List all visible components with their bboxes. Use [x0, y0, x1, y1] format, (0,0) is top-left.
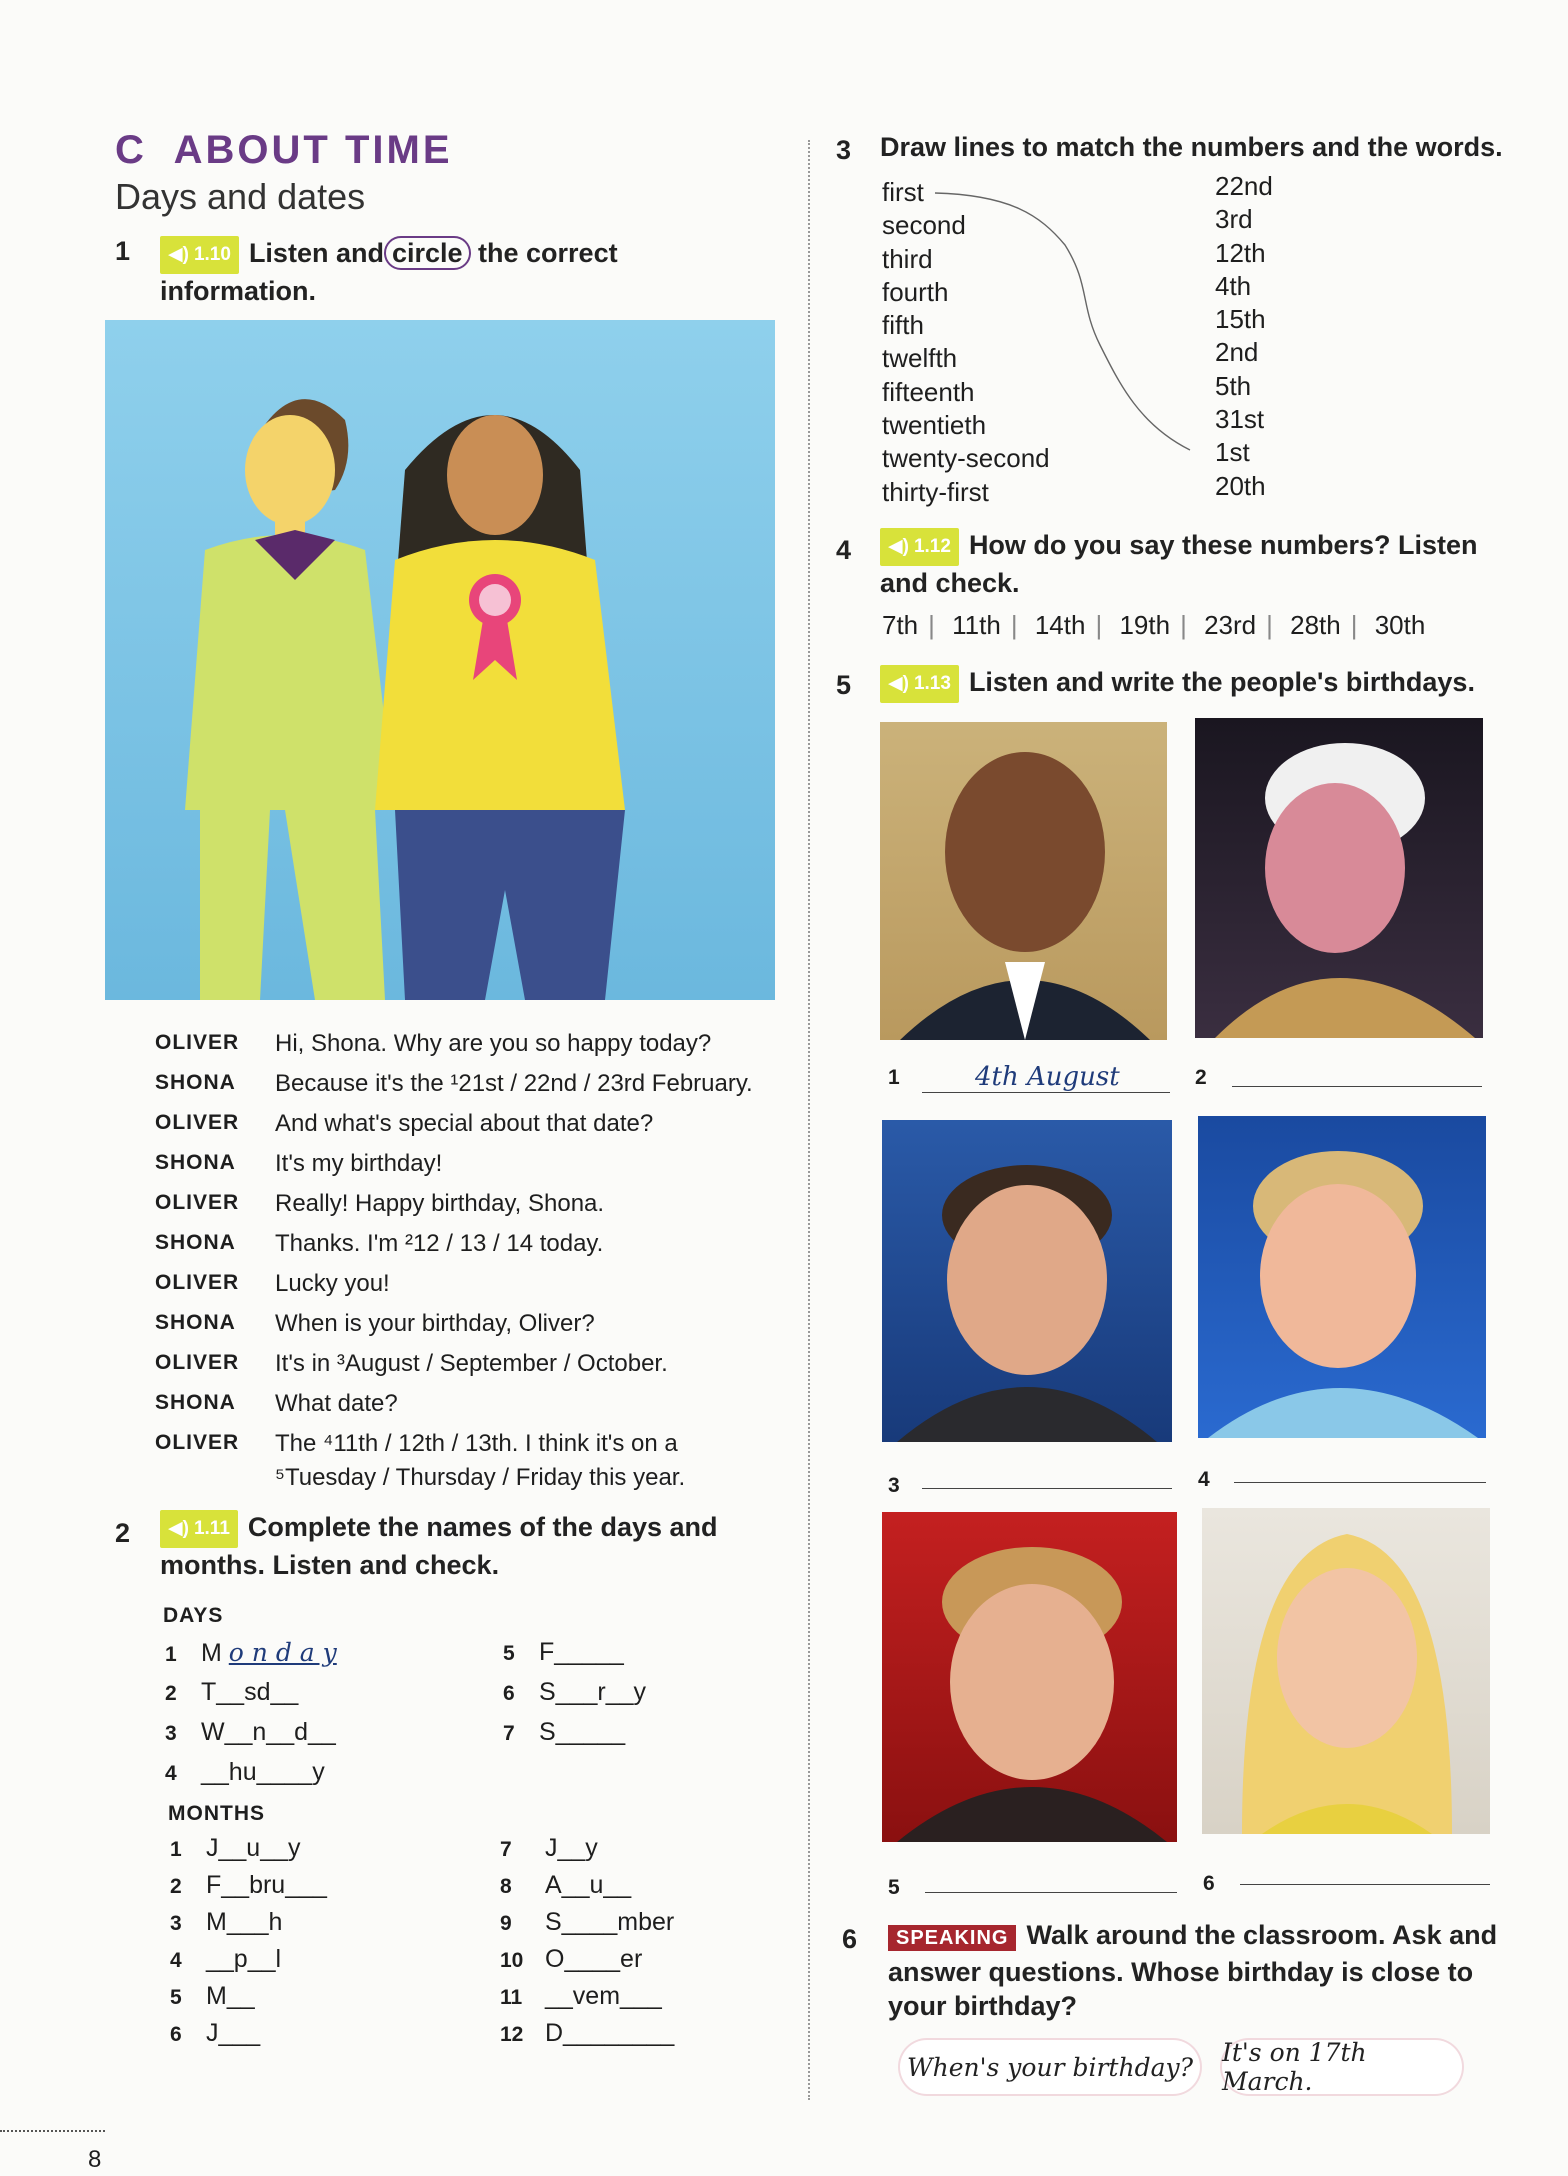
ordinal: 14th	[1034, 610, 1086, 640]
dialogue-line: SHONA Thanks. I'm ²12 / 13 / 14 today.	[155, 1230, 604, 1257]
days-list-left	[165, 1638, 495, 1798]
month-item[interactable]: 6 J___	[170, 2019, 261, 2047]
handwritten-answer-1: 4th August	[975, 1062, 1120, 1092]
ex4-number: 4	[836, 535, 852, 565]
dialogue-line: SHONA When is your birthday, Oliver?	[155, 1310, 595, 1337]
day-item[interactable]: 7 S_____	[503, 1718, 626, 1746]
answer-number: 1	[888, 1066, 900, 1089]
ex3-instruction: Draw lines to match the numbers and the words.	[880, 132, 1503, 162]
speaker-icon: ◀)	[168, 244, 189, 265]
speech-bubble-question: When's your birthday?	[900, 2040, 1200, 2094]
audio-button-ex4[interactable]: ◀) 1.12	[880, 528, 959, 566]
month-item[interactable]: 5 M__	[170, 1982, 255, 2010]
person-photo-6	[1202, 1508, 1490, 1834]
month-item[interactable]: 8 A__u__	[500, 1871, 632, 1899]
match-word[interactable]: third	[882, 243, 933, 274]
ordinal: 30th	[1374, 610, 1426, 640]
section-letter: C	[115, 128, 147, 172]
answer-line-1[interactable]	[922, 1092, 1170, 1093]
match-number[interactable]: 20th	[1215, 470, 1266, 501]
match-number[interactable]: 15th	[1215, 304, 1266, 335]
illustration-oliver-shona	[105, 320, 775, 1000]
ex1-instruction: ◀) 1.10 Listen and circle the correct information.	[160, 236, 760, 308]
answer-line-3[interactable]	[922, 1488, 1172, 1489]
months-label: MONTHS	[168, 1802, 265, 1825]
answer-line-4[interactable]	[1234, 1482, 1486, 1483]
person-photo-1	[880, 722, 1167, 1040]
speech-bubble-answer: It's on 17th March.	[1222, 2040, 1462, 2094]
month-item[interactable]: 11 __vem___	[500, 1982, 662, 2010]
answer-number: 3	[888, 1474, 900, 1497]
dialogue-line: OLIVER The ⁴11th / 12th / 13th. I think it's on a	[155, 1430, 678, 1457]
month-item[interactable]: 1 J__u__y	[170, 1834, 301, 1862]
ordinals-row: 7th | 11th | 14th | 19th | 23rd | 28th | 30th	[882, 610, 1426, 640]
person-photo-2	[1195, 718, 1483, 1038]
months-list-left	[170, 1834, 490, 2056]
dialogue-line: OLIVER Hi, Shona. Why are you so happy today?	[155, 1030, 712, 1057]
ordinal: 19th	[1119, 610, 1171, 640]
ordinal: 11th	[952, 610, 1001, 640]
match-number[interactable]: 12th	[1215, 237, 1266, 268]
section-title: ABOUT TIME	[173, 128, 453, 172]
speaker-icon: ◀)	[888, 673, 909, 694]
ex3-number: 3	[836, 135, 852, 165]
match-number[interactable]: 5th	[1215, 370, 1252, 401]
audio-button-ex5[interactable]: ◀) 1.13	[880, 665, 959, 703]
ex5-instruction: ◀) 1.13 Listen and write the people's birthdays.	[880, 665, 1560, 703]
match-number[interactable]: 31st	[1215, 404, 1265, 435]
person-photo-4	[1198, 1116, 1486, 1438]
answer-number: 5	[888, 1876, 900, 1899]
ex1-dialogue	[155, 1028, 795, 1502]
dialogue-line: OLIVER Lucky you!	[155, 1270, 390, 1297]
ex5-number: 5	[836, 670, 852, 700]
match-word[interactable]: fifth	[882, 310, 924, 341]
match-number[interactable]: 4th	[1215, 270, 1252, 301]
match-word[interactable]: second	[882, 210, 966, 241]
ex2-number: 2	[115, 1518, 131, 1548]
match-word[interactable]: twelfth	[882, 343, 958, 374]
days-list-right	[503, 1638, 793, 1758]
page-number: 8	[88, 2146, 102, 2173]
ordinal: 7th	[882, 610, 919, 640]
match-word[interactable]: thirty-first	[882, 476, 989, 507]
month-item[interactable]: 7 J__y	[500, 1834, 598, 1862]
match-word[interactable]: fifteenth	[882, 376, 975, 407]
speaker-icon: ◀)	[888, 536, 909, 557]
match-word[interactable]: twentieth	[882, 410, 987, 441]
ordinal: 28th	[1290, 610, 1341, 640]
match-number[interactable]: 22nd	[1215, 171, 1273, 201]
dialogue-line: ⁵Tuesday / Thursday / Friday this year.	[275, 1464, 686, 1491]
ordinal: 23rd	[1204, 610, 1257, 640]
answer-line-2[interactable]	[1232, 1086, 1482, 1087]
ex2-instruction: ◀) 1.11 Complete the names of the days and months. Listen and check.	[160, 1510, 800, 1582]
day-item[interactable]: 3 W__n__d__	[165, 1718, 336, 1746]
match-number[interactable]: 1st	[1215, 437, 1250, 468]
footer-rule	[0, 2130, 105, 2132]
answer-line-6[interactable]	[1240, 1884, 1490, 1885]
speaker-icon: ◀)	[168, 1518, 189, 1539]
match-word[interactable]: first	[882, 177, 924, 207]
match-number[interactable]: 3rd	[1215, 204, 1253, 235]
person-photo-3	[882, 1120, 1172, 1442]
ex1-number: 1	[115, 236, 131, 266]
dialogue-line: SHONA It's my birthday!	[155, 1150, 443, 1177]
month-item[interactable]: 3 M___h	[170, 1908, 283, 1936]
match-numbers	[1215, 170, 1335, 503]
answer-number: 2	[1195, 1066, 1207, 1089]
answer-number: 4	[1198, 1468, 1210, 1491]
column-divider	[808, 140, 810, 2100]
month-item[interactable]: 10 O____er	[500, 1945, 643, 1973]
match-word[interactable]: fourth	[882, 276, 949, 307]
days-label: DAYS	[163, 1604, 224, 1627]
dialogue-line: OLIVER Really! Happy birthday, Shona.	[155, 1190, 605, 1217]
ex6-instruction: SPEAKING Walk around the classroom. Ask and answer questions. Whose birthday is close to your birthday?	[888, 1920, 1498, 2021]
circled-word: circle	[384, 236, 471, 270]
dialogue-line: SHONA What date?	[155, 1390, 398, 1417]
day-item[interactable]: 2 T__sd__	[165, 1678, 299, 1706]
dialogue-line: OLIVER And what's special about that date?	[155, 1110, 654, 1137]
day-item[interactable]: 4 __hu____y	[165, 1758, 325, 1786]
dialogue-line: SHONA Because it's the ¹21st / 22nd / 23rd February.	[155, 1070, 753, 1097]
audio-button-ex1[interactable]: ◀) 1.10	[160, 236, 239, 274]
ex6-number: 6	[842, 1924, 858, 1954]
dialogue-line: OLIVER It's in ³August / September / October.	[155, 1350, 668, 1377]
handwritten-answer: o n d a y	[228, 1638, 337, 1667]
section-heading	[115, 128, 453, 173]
ex4-instruction: ◀) 1.12 How do you say these numbers? Listen and check.	[880, 528, 1560, 600]
month-item[interactable]: 9 S____mber	[500, 1908, 675, 1936]
day-item: 1 M o n d a y	[165, 1638, 337, 1667]
drawn-match-line	[930, 185, 1220, 460]
day-item[interactable]: 6 S___r__y	[503, 1678, 647, 1706]
answer-line-5[interactable]	[925, 1892, 1177, 1893]
month-item[interactable]: 12 D________	[500, 2019, 675, 2047]
months-list-right	[500, 1834, 800, 2056]
girl-figure	[375, 415, 625, 1000]
audio-button-ex2[interactable]: ◀) 1.11	[160, 1510, 238, 1548]
speaking-tag: SPEAKING	[888, 1925, 1016, 1951]
answer-number: 6	[1203, 1872, 1215, 1895]
person-photo-5	[882, 1512, 1177, 1842]
month-item[interactable]: 4 __p__l	[170, 1945, 282, 1973]
section-subtitle: Days and dates	[115, 176, 366, 217]
match-number[interactable]: 2nd	[1215, 337, 1259, 368]
month-item[interactable]: 2 F__bru___	[170, 1871, 327, 1899]
boy-figure	[185, 399, 395, 1000]
match-word[interactable]: twenty-second	[882, 443, 1050, 474]
day-item[interactable]: 5 F_____	[503, 1638, 624, 1666]
